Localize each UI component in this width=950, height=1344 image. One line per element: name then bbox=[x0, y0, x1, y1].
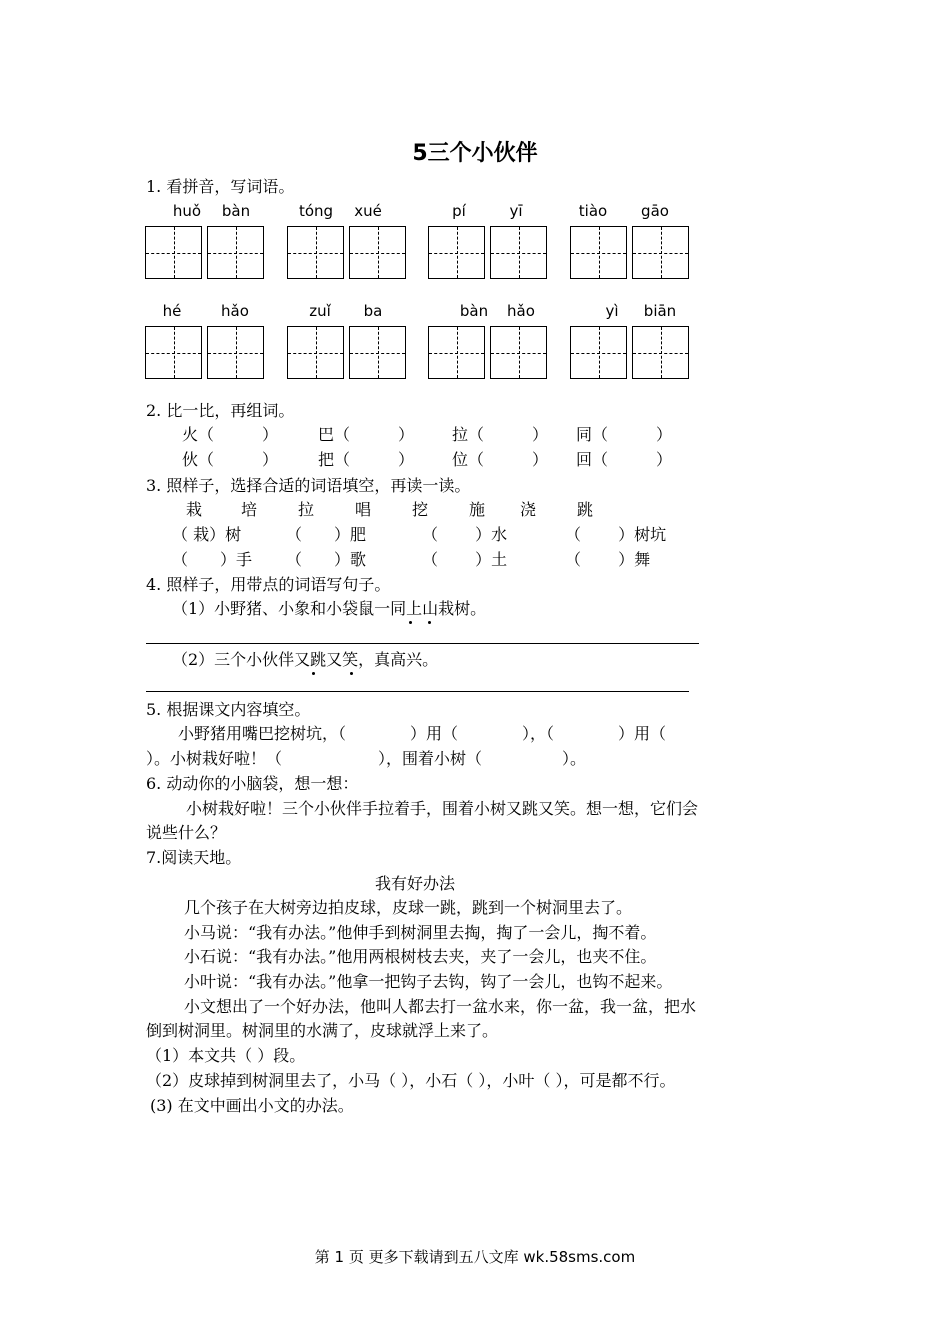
tianzige-box[interactable] bbox=[287, 226, 344, 279]
tianzige-box[interactable] bbox=[570, 326, 627, 379]
answer-line[interactable] bbox=[146, 691, 689, 692]
word-option: 浇 bbox=[520, 500, 537, 519]
compare-item: 拉（ ） bbox=[452, 425, 549, 444]
pinyin: hǎo bbox=[221, 302, 249, 320]
tianzige-box[interactable] bbox=[428, 226, 485, 279]
q5-heading: 5. 根据课文内容填空。 bbox=[146, 700, 311, 719]
tianzige-box[interactable] bbox=[490, 326, 547, 379]
fill-item: （ ）舞 bbox=[565, 550, 651, 569]
answer-line[interactable] bbox=[146, 643, 699, 644]
word-option: 唱 bbox=[355, 500, 372, 519]
emphasis-dot bbox=[350, 672, 353, 675]
story-title: 我有好办法 bbox=[375, 874, 456, 893]
emphasis-dot bbox=[428, 621, 431, 624]
q6-line-2: 说些什么？ bbox=[146, 823, 227, 842]
q2-heading: 2. 比一比，再组词。 bbox=[146, 401, 295, 420]
q6-line-1: 小树栽好啦！三个小伙伴手拉着手，围着小树又跳又笑。想一想，它们会 bbox=[186, 799, 699, 818]
pinyin: yì bbox=[605, 302, 619, 320]
pinyin: tóng bbox=[298, 202, 334, 220]
compare-item: 伙（ ） bbox=[182, 450, 279, 469]
q1-heading: 1. 看拼音，写词语。 bbox=[146, 177, 295, 196]
tianzige-box[interactable] bbox=[207, 326, 264, 379]
tianzige-box[interactable] bbox=[287, 326, 344, 379]
compare-item: 回（ ） bbox=[576, 450, 673, 469]
fill-item: （ ）水 bbox=[422, 525, 508, 544]
word-option: 栽 bbox=[186, 500, 203, 519]
word-option: 跳 bbox=[577, 500, 594, 519]
tianzige-box[interactable] bbox=[145, 226, 202, 279]
pinyin: pí bbox=[452, 202, 466, 220]
compare-item: 火（ ） bbox=[182, 425, 279, 444]
tianzige-box[interactable] bbox=[349, 226, 406, 279]
story-paragraph: 小叶说：“我有办法。”他拿一把钩子去钩，钩了一会儿，也钩不起来。 bbox=[184, 972, 673, 991]
q4-heading: 4. 照样子，用带点的词语写句子。 bbox=[146, 575, 391, 594]
story-paragraph: 几个孩子在大树旁边拍皮球，皮球一跳，跳到一个树洞里去了。 bbox=[184, 898, 633, 917]
compare-item: 同（ ） bbox=[576, 425, 673, 444]
story-paragraph: 小石说：“我有办法。”他用两根树枝去夹，夹了一会儿，也夹不住。 bbox=[184, 947, 657, 966]
pinyin: tiào bbox=[578, 202, 608, 220]
tianzige-box[interactable] bbox=[145, 326, 202, 379]
pinyin: ba bbox=[363, 302, 383, 320]
pinyin: huǒ bbox=[172, 202, 202, 220]
fill-item: （ ）土 bbox=[422, 550, 508, 569]
q6-heading: 6. 动动你的小脑袋，想一想： bbox=[146, 774, 359, 793]
reading-question: （1）本文共（ ）段。 bbox=[146, 1046, 306, 1065]
reading-question: (3) 在文中画出小文的办法。 bbox=[150, 1096, 354, 1115]
q5-line-2: ）。小树栽好啦！（ ），围着小树（ ）。 bbox=[146, 749, 587, 768]
tianzige-box[interactable] bbox=[570, 226, 627, 279]
fill-item: （ ）歌 bbox=[286, 550, 367, 569]
pinyin: biān bbox=[643, 302, 677, 320]
emphasis-dot bbox=[409, 621, 412, 624]
reading-question: （2）皮球掉到树洞里去了，小马（ ），小石（ ），小叶（ ），可是都不行。 bbox=[146, 1071, 676, 1090]
tianzige-box[interactable] bbox=[207, 226, 264, 279]
pinyin: bàn bbox=[221, 202, 251, 220]
compare-item: 位（ ） bbox=[452, 450, 549, 469]
pinyin: gāo bbox=[641, 202, 669, 220]
emphasis-dot bbox=[312, 672, 315, 675]
compare-item: 把（ ） bbox=[318, 450, 415, 469]
word-option: 施 bbox=[469, 500, 486, 519]
page-title: 5三个小伙伴 bbox=[412, 141, 538, 166]
q4-item-2: （2）三个小伙伴又跳又笑，真高兴。 bbox=[172, 650, 439, 669]
q5-line-1: 小野猪用嘴巴挖树坑，（ ）用（ ），（ ）用（ bbox=[178, 724, 667, 743]
q4-item-1: （1）小野猪、小象和小袋鼠一同上山栽树。 bbox=[172, 599, 487, 618]
story-paragraph: 小马说：“我有办法。”他伸手到树洞里去掏，掏了一会儿，掏不着。 bbox=[184, 923, 657, 942]
page-footer: 第 1 页 更多下载请到五八文库 wk.58sms.com bbox=[314, 1248, 636, 1266]
fill-item: （ 栽）树 bbox=[172, 525, 242, 544]
compare-item: 巴（ ） bbox=[318, 425, 415, 444]
q7-heading: 7.阅读天地。 bbox=[146, 848, 242, 867]
pinyin: xué bbox=[354, 202, 382, 220]
fill-item: （ ）肥 bbox=[286, 525, 367, 544]
pinyin: yī bbox=[509, 202, 523, 220]
tianzige-box[interactable] bbox=[349, 326, 406, 379]
story-paragraph: 倒到树洞里。树洞里的水满了，皮球就浮上来了。 bbox=[146, 1021, 499, 1040]
story-paragraph: 小文想出了一个好办法，他叫人都去打一盆水来，你一盆，我一盆，把水 bbox=[184, 997, 697, 1016]
pinyin: zuǐ bbox=[309, 302, 331, 320]
tianzige-box[interactable] bbox=[490, 226, 547, 279]
pinyin: bàn bbox=[459, 302, 489, 320]
tianzige-box[interactable] bbox=[428, 326, 485, 379]
tianzige-box[interactable] bbox=[632, 326, 689, 379]
fill-item: （ ）树坑 bbox=[565, 525, 667, 544]
word-option: 拉 bbox=[298, 500, 315, 519]
fill-item: （ ）手 bbox=[172, 550, 253, 569]
word-option: 挖 bbox=[412, 500, 429, 519]
pinyin: hǎo bbox=[507, 302, 535, 320]
word-option: 培 bbox=[241, 500, 258, 519]
pinyin: hé bbox=[162, 302, 182, 320]
tianzige-box[interactable] bbox=[632, 226, 689, 279]
q3-heading: 3. 照样子，选择合适的词语填空，再读一读。 bbox=[146, 476, 471, 495]
